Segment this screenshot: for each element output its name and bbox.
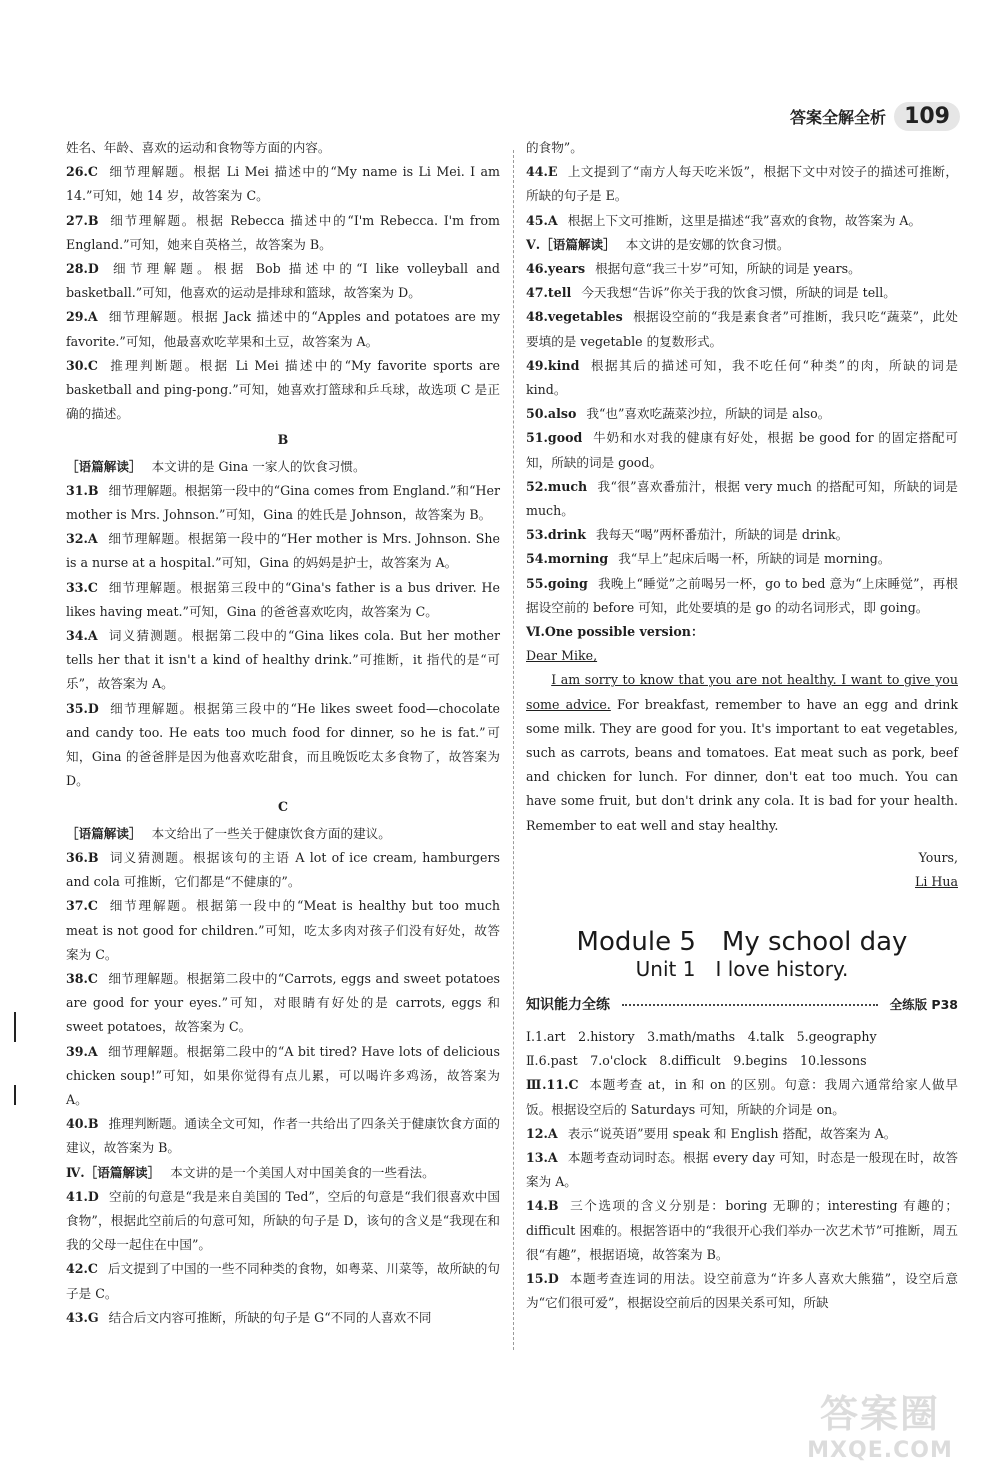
passage-intro bbox=[66, 455, 500, 479]
answer-explanation: 细节理解题。根据第一段中的“Her mother is Mrs. Johnson. She is a nurse at a hospital.”可知，Gina 的妈妈是护士，故答案为 A。 bbox=[66, 531, 500, 571]
watermark bbox=[790, 1383, 970, 1463]
letter-body bbox=[526, 668, 958, 837]
answer-explanation: 细节理解题。根据 Rebecca 描述中的“I'm Rebecca. I'm from England.”可知，她来自英格兰，故答案为 B。 bbox=[66, 212, 500, 252]
answer-explanation: 推理判断题。通读全文可知，作者一共给出了四条关于健康饮食方面的建议，故答案为 B。 bbox=[66, 1116, 500, 1156]
answer-number: 15.D bbox=[526, 1270, 559, 1286]
answer-number: 46.years bbox=[526, 261, 586, 277]
answer-item bbox=[526, 257, 958, 281]
answer-explanation: 细节理解题。根据第三段中的“He likes sweet food—chocolate and candy too. He eats too much food for dinner, so he is fat.”可知，Gina 的爸爸胖是因为他喜欢吃甜食，而且晚饭吃太多食物了，故答案为 D。 bbox=[66, 700, 500, 789]
answer-explanation: 上文提到了“南方人每天吃米饭”，根据下文中对饺子的描述可推断，所缺的句子是 E。 bbox=[526, 164, 958, 204]
answer-explanation: 本文给出了一些关于健康饮食方面的建议。 bbox=[151, 825, 391, 841]
answer-number: 26.C bbox=[66, 164, 98, 180]
answer-explanation: 细节理解题。根据 Li Mei 描述中的“My name is Li Mei. I am 14.”可知，她 14 岁，故答案为 C。 bbox=[66, 164, 500, 204]
passage-intro bbox=[66, 1161, 500, 1185]
answer-number: 42.C bbox=[66, 1261, 98, 1277]
answer-explanation: 本题考查动词时态。根据 every day 可知，时态是一般现在时，故答案为 A。 bbox=[526, 1149, 958, 1190]
answer-number: 37.C bbox=[66, 898, 98, 914]
answer-item bbox=[526, 354, 958, 402]
answer-number: 47.tell bbox=[526, 285, 572, 301]
answer-number: 14.B bbox=[526, 1198, 559, 1214]
answer-explanation: 本文讲的是 Gina 一家人的饮食习惯。 bbox=[151, 458, 366, 474]
answer-explanation: 今天我想“告诉”你关于我的饮食习惯，所缺的词是 tell。 bbox=[581, 285, 896, 301]
answer-number: 12.A bbox=[526, 1125, 558, 1141]
answer-item bbox=[526, 305, 958, 353]
intro-label: Ⅴ.［语篇解读］ bbox=[526, 236, 616, 252]
answer-item bbox=[526, 1267, 958, 1315]
answer-explanation: 根据句意“我三十岁”可知，所缺的词是 years。 bbox=[595, 261, 861, 277]
answer-item bbox=[526, 281, 958, 305]
passage-intro bbox=[526, 233, 958, 257]
answer-explanation: 空前的句意是“我是来自美国的 Ted”，空后的句意是“我们很喜欢中国食物”，根据此空前后的句意可知，所缺的句子是 D，该句的含义是“我现在和我的父母一起住在中国”。 bbox=[66, 1188, 500, 1253]
edge-mark-2 bbox=[14, 1085, 16, 1105]
answer-explanation: 根据设空前的“我是素食者”可推断，我只吃“蔬菜”，此处要填的是 vegetable 的复数形式。 bbox=[526, 309, 958, 349]
intro-label: Ⅳ.［语篇解读］ bbox=[66, 1164, 161, 1180]
answer-number: 39.A bbox=[66, 1043, 98, 1059]
answer-item bbox=[526, 209, 958, 233]
answer-number: 28.D bbox=[66, 261, 99, 277]
answer-item bbox=[526, 1146, 958, 1194]
answer-explanation: 词义猜测题。根据该句的主语 A lot of ice cream, hamburgers and cola 可推断，它们都是“不健康的”。 bbox=[66, 849, 500, 890]
answer-line-2: Ⅱ.6.past 7.o'clock 8.difficult 9.begins 10.lessons bbox=[526, 1053, 867, 1069]
answer-explanation: 细节理解题。根据 Jack 描述中的“Apples and potatoes are my favorite.”可知，他最喜欢吃苹果和土豆，故答案为 A。 bbox=[66, 309, 500, 349]
header-title: 答案全解全析 bbox=[790, 107, 887, 127]
answer-item bbox=[66, 305, 500, 353]
sample-letter bbox=[526, 644, 958, 894]
answer-number: 30.C bbox=[66, 357, 98, 373]
answer-item bbox=[66, 209, 500, 257]
answer-item bbox=[526, 572, 958, 620]
answer-explanation: 细节理解题。根据第二段中的“Carrots, eggs and sweet potatoes are good for your eyes.”可知，对眼睛有好处的是 carrots, eggs 和 sweet potatoes，故答案为 C。 bbox=[66, 970, 500, 1035]
answer-number: 33.C bbox=[66, 579, 98, 595]
unit-title: Unit 1 I love history. bbox=[635, 956, 849, 981]
answer-explanation: 后文提到了中国的一些不同种类的食物，如粤菜、川菜等，故所缺的句子是 C。 bbox=[66, 1261, 500, 1301]
passage-intro bbox=[66, 822, 500, 846]
answer-item bbox=[526, 426, 958, 474]
page-number: 109 bbox=[894, 102, 960, 131]
page-header bbox=[790, 96, 960, 136]
letter-body-text: For breakfast, remember to have an egg and drink some milk. They are good for you. It's important to eat vegetables, such as carrots, beans and tomatoes. Eat meat such as pork, beef and chicken for lunch. For dinner, don't eat too much. You can have some fruit, but don't drink any cola. It is bad for your health. Remember to eat well and stay healthy. bbox=[526, 696, 958, 833]
answer-item bbox=[66, 160, 500, 208]
answer-item bbox=[66, 1112, 500, 1160]
answer-item bbox=[526, 475, 958, 523]
answer-number: 32.A bbox=[66, 531, 98, 547]
answer-item bbox=[66, 1185, 500, 1258]
answer-number: 52.much bbox=[526, 478, 588, 494]
answer-item bbox=[526, 1122, 958, 1146]
text-line: 姓名、年龄、喜欢的运动和食物等方面的内容。 bbox=[66, 140, 331, 155]
answer-item bbox=[526, 547, 958, 571]
answer-item bbox=[66, 576, 500, 624]
dotted-leader bbox=[622, 1003, 878, 1006]
answer-number: 48.vegetables bbox=[526, 309, 623, 325]
letter-closing: Yours, bbox=[918, 849, 958, 865]
answer-number: 49.kind bbox=[526, 357, 580, 373]
answer-number: Ⅲ.11.C bbox=[526, 1077, 579, 1093]
answer-number: 53.drink bbox=[526, 527, 587, 543]
answer-number: 44.E bbox=[526, 164, 558, 180]
answer-explanation: 我“也”喜欢吃蔬菜沙拉，所缺的词是 also。 bbox=[586, 406, 831, 422]
column-divider bbox=[513, 150, 514, 1350]
answer-number: 40.B bbox=[66, 1116, 99, 1132]
module-title: Module 5 My school day bbox=[576, 927, 908, 958]
answer-item bbox=[526, 1073, 958, 1121]
letter-underlined: I am sorry to know that you are not healthy. I want to give you some advice. bbox=[526, 672, 958, 712]
answer-item bbox=[66, 1306, 500, 1330]
answer-explanation: 牛奶和水对我的健康有好处，根据 be good for 的固定搭配可知，所缺的词是 good。 bbox=[526, 430, 958, 470]
answer-item bbox=[66, 527, 500, 575]
answer-explanation: 我每天“喝”两杯番茄汁，所缺的词是 drink。 bbox=[596, 527, 849, 543]
edge-mark-1 bbox=[14, 1012, 16, 1042]
answer-item bbox=[526, 160, 958, 208]
answer-explanation: 我晚上“睡觉”之前喝另一杯，go to bed 意为“上床睡觉”，再根据设空前的 before 可知，此处要填的是 go 的动名词形式，即 going。 bbox=[526, 575, 958, 615]
letter-greeting: Dear Mike, bbox=[526, 648, 598, 664]
answer-item bbox=[66, 894, 500, 967]
section-label: Ⅵ.One possible version： bbox=[526, 624, 704, 640]
answer-explanation: 三个选项的含义分别是：boring 无聊的；interesting 有趣的；difficult 困难的。根据答语中的“我很开心我们举办一次艺术节”可推断，周五很“有趣”，根据语境，故答案为 B。 bbox=[526, 1198, 958, 1262]
answer-item bbox=[66, 697, 500, 794]
section-edition: 全练版 P38 bbox=[889, 996, 958, 1012]
answer-number: 43.G bbox=[66, 1309, 99, 1325]
left-column bbox=[66, 136, 500, 1330]
section-title: 知识能力全练 bbox=[526, 996, 610, 1013]
right-column-answers-bottom bbox=[526, 1073, 958, 1315]
answer-number: 55.going bbox=[526, 575, 588, 591]
answer-number: 45.A bbox=[526, 212, 558, 228]
answer-number: 35.D bbox=[66, 700, 99, 716]
answer-number: 13.A bbox=[526, 1149, 558, 1165]
answer-explanation: 词义猜测题。根据第二段中的“Gina likes cola. But her mother tells her that it isn't a kind of healthy drink.”可推断，it 指代的是“可乐”，故答案为 A。 bbox=[66, 628, 500, 692]
answer-explanation: 根据上下文可推断，这里是描述“我”喜欢的食物，故答案为 A。 bbox=[567, 212, 922, 228]
answer-explanation: 结合后文内容可推断，所缺的句子是 G“不同的人喜欢不同 bbox=[108, 1309, 432, 1325]
answer-item bbox=[66, 967, 500, 1040]
answer-number: 27.B bbox=[66, 212, 99, 228]
right-column bbox=[526, 136, 958, 1315]
intro-label: ［语篇解读］ bbox=[66, 458, 142, 474]
answer-explanation: 本文讲的是一个美国人对中国美食的一些看法。 bbox=[170, 1164, 435, 1180]
answer-number: 41.D bbox=[66, 1188, 99, 1204]
answer-explanation: 本题考查连词的用法。设空前意为“许多人喜欢大熊猫”，设空后意为“它们很可爱”，根据设空前后的因果关系可知，所缺 bbox=[526, 1270, 958, 1311]
answer-explanation: 细节理解题。根据 Bob 描述中的“I like volleyball and basketball.”可知，他喜欢的运动是排球和篮球，故答案为 D。 bbox=[66, 261, 500, 301]
answer-number: 50.also bbox=[526, 406, 577, 422]
answer-number: 51.good bbox=[526, 430, 583, 446]
intro-label: ［语篇解读］ bbox=[66, 825, 142, 841]
answer-number: 38.C bbox=[66, 970, 98, 986]
watermark-url: MXQE.COM bbox=[807, 1438, 953, 1463]
answer-item bbox=[526, 1194, 958, 1267]
answer-item bbox=[66, 257, 500, 305]
answer-explanation: 表示“说英语”要用 speak 和 English 搭配，故答案为 A。 bbox=[567, 1125, 897, 1141]
answer-line-1: Ⅰ.1.art 2.history 3.math/maths 4.talk 5.geography bbox=[526, 1028, 877, 1044]
answer-explanation: 推理判断题。根据 Li Mei 描述中的“My favorite sports are basketball and ping-pong.”可知，她喜欢打篮球和乒乓球，故选项 C 是正确的描述。 bbox=[66, 357, 500, 422]
answer-explanation: 细节理解题。根据第二段中的“A bit tired? Have lots of delicious chicken soup!”可知，如果你觉得有点儿累，可以喝许多鸡汤，故答案为 A。 bbox=[66, 1043, 500, 1107]
watermark-logo-text: 答案圈 bbox=[819, 1392, 940, 1436]
right-column-answers bbox=[526, 136, 958, 644]
text-line: 的食物”。 bbox=[526, 140, 583, 155]
answer-number: 34.A bbox=[66, 628, 98, 644]
answer-number: 29.A bbox=[66, 309, 98, 325]
answer-explanation: 根据其后的描述可知，我不吃任何“种类”的肉，所缺的词是 kind。 bbox=[526, 357, 958, 398]
answer-explanation: 本题考查 at，in 和 on 的区别。句意：我周六通常给家人做早饭。根据设空后的 Saturdays 可知，所缺的介词是 on。 bbox=[526, 1077, 958, 1117]
answer-explanation: 我“早上”起床后喝一杯，所缺的词是 morning。 bbox=[618, 551, 891, 567]
answer-explanation: 我“很”喜欢番茄汁，根据 very much 的搭配可知，所缺的词是 much。 bbox=[526, 478, 958, 519]
answer-number: 31.B bbox=[66, 482, 99, 498]
answer-item bbox=[526, 523, 958, 547]
answer-number: 36.B bbox=[66, 849, 99, 865]
answer-explanation: 细节理解题。根据第三段中的“Gina's father is a bus driver. He likes having meat.”可知，Gina 的爸爸喜欢吃肉，故答案为 C。 bbox=[66, 579, 500, 619]
answer-item bbox=[66, 1257, 500, 1305]
answer-item bbox=[66, 1040, 500, 1113]
answer-item bbox=[66, 624, 500, 697]
answer-item bbox=[66, 479, 500, 527]
answer-item bbox=[526, 402, 958, 426]
answer-item bbox=[66, 846, 500, 894]
section-letter: B bbox=[277, 432, 289, 448]
answer-item bbox=[66, 354, 500, 427]
section-heading bbox=[526, 993, 958, 1017]
answer-explanation: 本文讲的是安娜的饮食习惯。 bbox=[625, 236, 790, 252]
answer-explanation: 细节理解题。根据第一段中的“Gina comes from England.”和“Her mother is Mrs. Johnson.”可知，Gina 的姓氏是 Johnson，故答案为 B。 bbox=[66, 482, 500, 523]
answer-number: 54.morning bbox=[526, 551, 609, 567]
section-letter: C bbox=[277, 799, 289, 815]
answer-explanation: 细节理解题。根据第一段中的“Meat is healthy but too much meat is not good for children.”可知，吃太多肉对孩子们没有好处，故答案为 C。 bbox=[66, 898, 500, 962]
letter-signature: Li Hua bbox=[915, 874, 958, 890]
